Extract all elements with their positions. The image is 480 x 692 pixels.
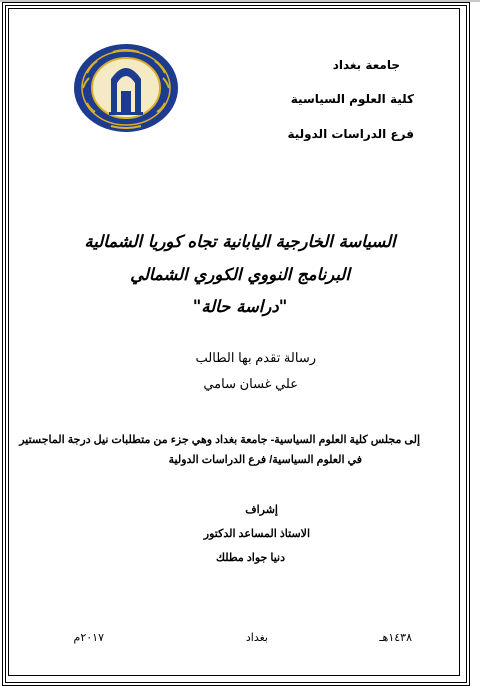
thesis-title-line-1: السياسة الخارجية اليابانية تجاه كوريا الشمالية <box>84 232 396 251</box>
student-name: علي غسان سامي <box>203 376 298 391</box>
hijri-year: ١٤٣٨هـ <box>379 631 412 644</box>
department-name: فرع الدراسات الدولية <box>287 127 414 141</box>
university-of-baghdad-logo-icon <box>73 43 179 133</box>
university-name: جامعة بغداد <box>332 58 400 72</box>
thesis-title-line-3: "دراسة حالة" <box>192 297 288 316</box>
supervision-label: إشراف <box>245 504 278 516</box>
supervisor-name: دنيا جواد مطلك <box>215 552 285 564</box>
gregorian-year: ٢٠١٧م <box>73 631 104 644</box>
city-name: بغداد <box>245 631 268 644</box>
purpose-line-2: في العلوم السياسية/ فرع الدراسات الدولية <box>168 454 362 466</box>
supervisor-rank: الاستاذ المساعد الدكتور <box>203 528 310 540</box>
submitted-by-label: رسالة تقدم بها الطالب <box>195 350 316 365</box>
thesis-title-line-2: البرنامج النووي الكوري الشمالي <box>130 265 350 284</box>
purpose-line-1: إلى مجلس كلية العلوم السياسية- جامعة بغداد وهي جزء من متطلبات نيل درجة الماجستير <box>19 434 420 446</box>
college-name: كلية العلوم السياسية <box>290 92 414 106</box>
